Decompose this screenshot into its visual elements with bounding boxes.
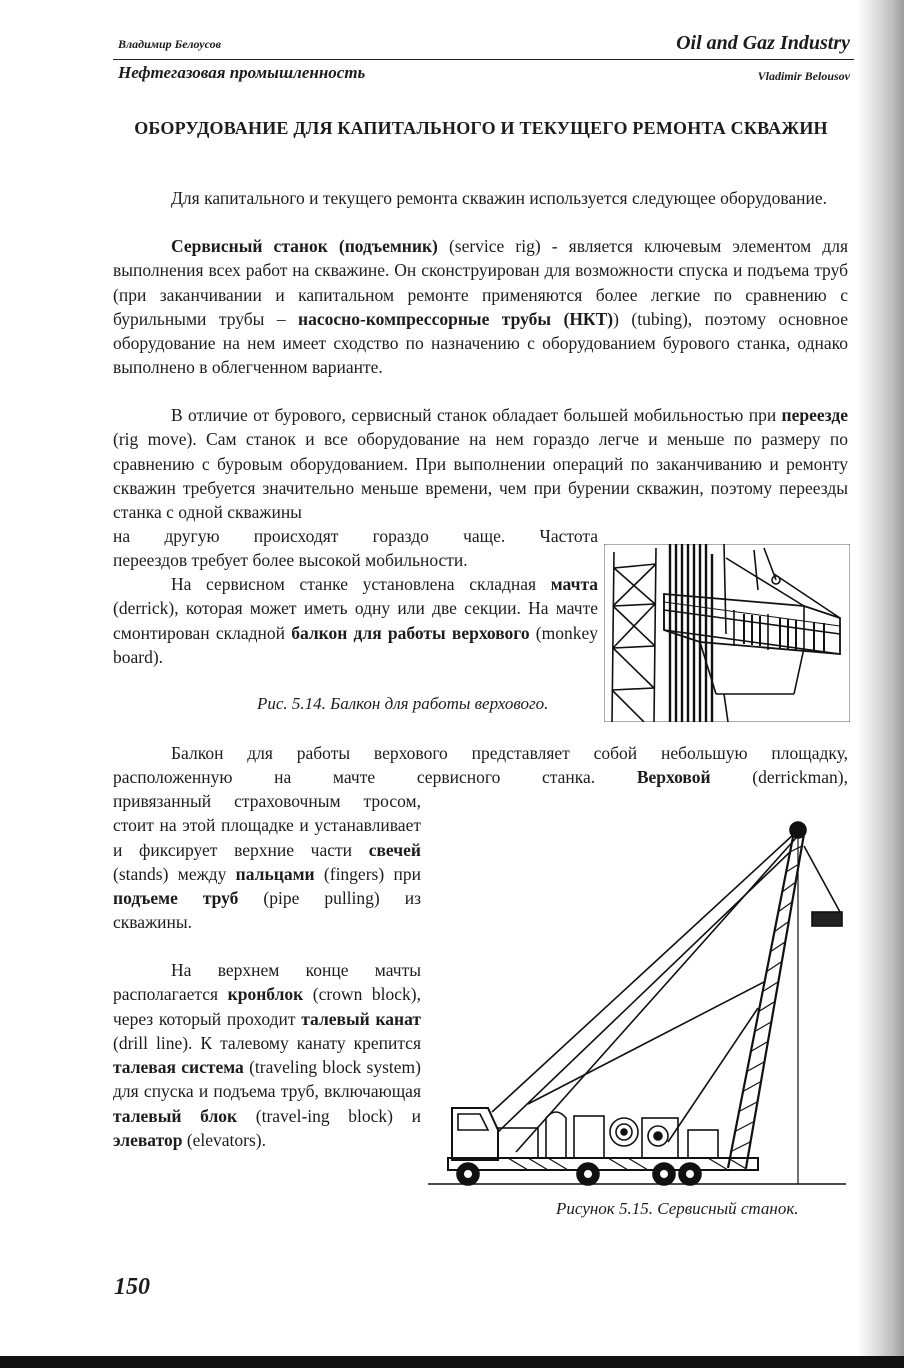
paragraph-monkey-board-line-2: расположенную на мачте сервисного станка. Верховой (derrickman), [113,767,848,787]
paragraph-derrick: На сервисном станке установлена складная мачта (derrick), которая может иметь одну или две секции. На мачте смонтирован складной балкон для работы верхового (monkey board). [113,574,598,667]
paragraph-service-rig: Сервисный станок (подъемник) (service rig) - является ключевым элементом для выполнения всех работ на скважине. Он сконструирован для возможности спуска и подъема труб (при заканчивании и капитальном ремонте применяются более легкие по сравнению с бурильными трубы – насосно-компрессорные трубы (НКТ)) (tubing), поэтому основное оборудование на нем имеет сходство по назначению с оборудованием бурового станка, однако выполнено в облегченном варианте. [113,236,848,378]
term-tubing: насосно-компрессорные трубы (НКТ) [298,308,614,329]
term-service-rig: Сервисный станок (подъемник) [171,236,438,256]
scan-bottom-border [0,1356,904,1368]
paragraph-rig-move-cont-2: переездов требует более высокой мобильности. [113,550,468,570]
term-fingers: пальцами [235,863,315,884]
section-title: ОБОРУДОВАНИЕ ДЛЯ КАПИТАЛЬНОГО И ТЕКУЩЕГО РЕМОНТА СКВАЖИН [134,118,828,138]
paragraph-rig-move-cont-1: на другую происходят гораздо чаще. Частота [113,526,598,546]
term-rig-move: переезде [781,405,848,425]
term-stands: свечей [368,839,421,860]
header-book-title-en: Oil and Gaz Industry [676,32,850,54]
caption-figure-5-15: Рисунок 5.15. Сервисный станок. [556,1199,799,1218]
term-traveling-block-system: талевая система [113,1057,244,1078]
paragraph-monkey-board-line-1: Балкон для работы верхового представляет собой небольшую площадку, [171,743,848,763]
paragraph-rig-move: В отличие от бурового, сервисный станок обладает большей мобильностью при переезде (rig move). Сам станок и все оборудование на нем гораздо легче и меньше по размеру по сравнению с буровым оборудованием. При выполнении операций по заканчиванию и ремонту скважин требуется значительно меньше времени, чем при бурении скважин, поэтому переезды станка с одной скважины [113,405,848,523]
term-pipe-pulling: подъеме труб [113,888,239,909]
figure-service-rig [428,812,846,1192]
term-crown-block: кронблок [227,984,304,1005]
header-author-en: Vladimir Belousov [757,69,850,83]
term-traveling-block: талевый блок [113,1105,238,1126]
header-rule [113,59,854,60]
header-author-ru: Владимир Белоусов [118,37,221,51]
page-number: 150 [114,1274,150,1300]
paragraph-derrickman: привязанный страховочным тросом, стоит на этой площадке и устанавливает и фиксирует верхние части свечей (stands) между пальцами (fingers) при подъеме труб (pipe pulling) из скважины. [113,791,421,933]
term-monkey-board: балкон для работы верхового [291,622,530,643]
term-derrickman: Верховой [636,767,711,787]
term-elevator: элеватор [113,1130,183,1151]
term-derrick: мачта [550,574,598,594]
figure-monkey-board [604,544,850,722]
header-book-title-ru: Нефтегазовая промышленность [118,63,366,82]
paragraph-intro: Для капитального и текущего ремонта скважин используется следующее оборудование. [171,188,827,208]
caption-figure-5-14: Рис. 5.14. Балкон для работы верхового. [257,694,549,713]
paragraph-crown-block: На верхнем конце мачты располагается кронблок (crown block), через который проходит талевый канат (drill line). К талевому канату крепится талевая система (traveling block system) для спуска и подъема труб, включающая талевый блок (travel-ing block) и элеватор (elevators). [113,960,421,1151]
term-drill-line: талевый канат [301,1008,421,1029]
scan-page-edge-shadow [858,0,904,1368]
